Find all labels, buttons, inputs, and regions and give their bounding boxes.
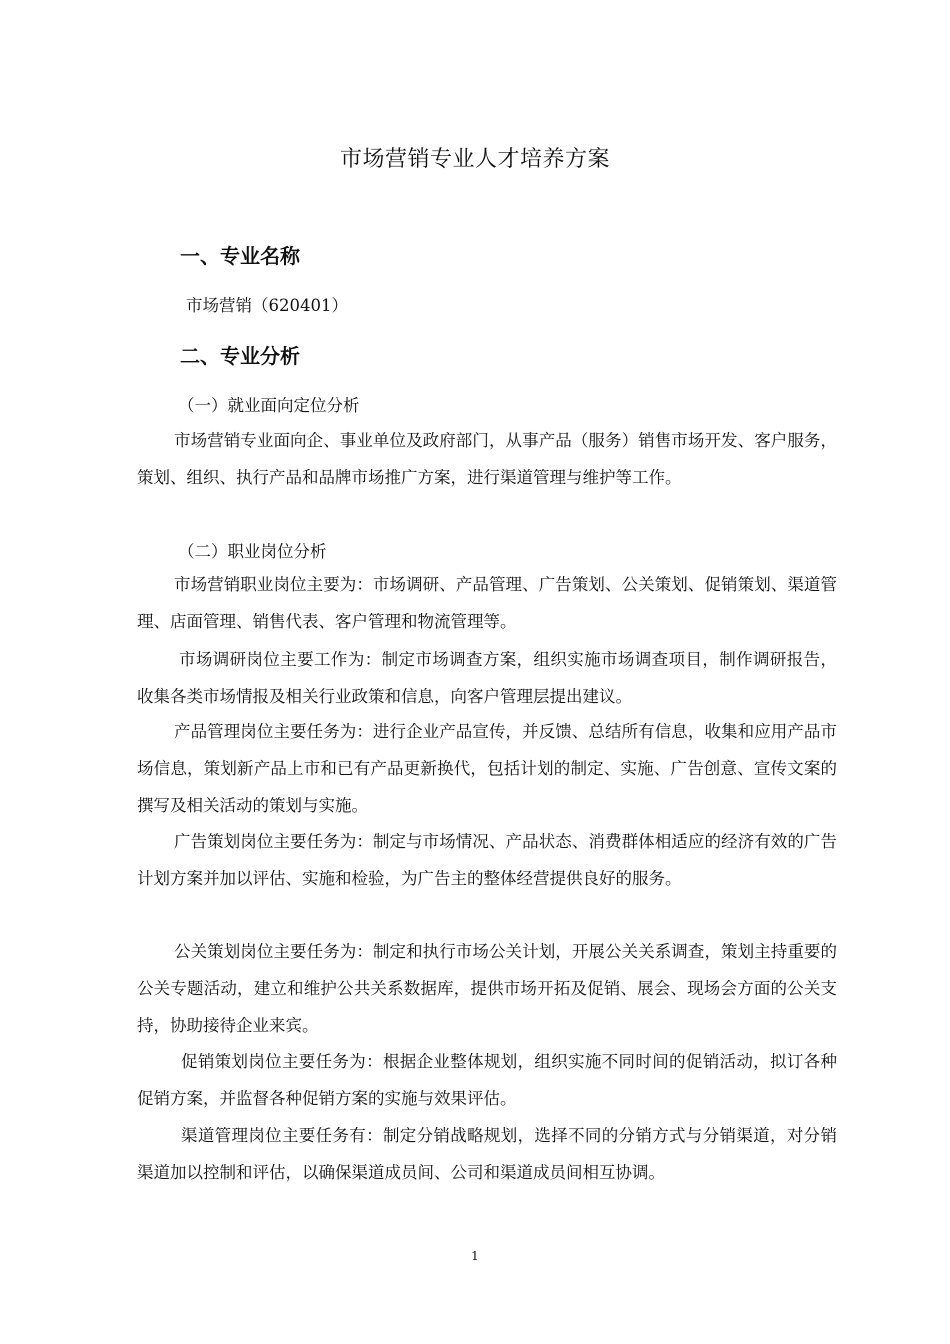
paragraph-promotion: 促销策划岗位主要任务为：根据企业整体规划，组织实施不同时间的促销活动，拟订各种促销方案，并监督各种促销方案的实施与效果评估。: [137, 1052, 837, 1108]
section-heading-2: 二、专业分析: [180, 344, 300, 368]
major-name-text: 市场营销（620401）: [186, 296, 348, 315]
paragraph-employment: 市场营销专业面向企、事业单位及政府部门，从事产品（服务）销售市场开发、客户服务，策划、组织、执行产品和品牌市场推广方案，进行渠道管理与维护等工作。: [137, 431, 837, 487]
document-title: 市场营销专业人才培养方案: [339, 147, 610, 172]
paragraph-product-management: 产品管理岗位主要任务为：进行企业产品宣传，并反馈、总结所有信息，收集和应用产品市场信息，策划新产品上市和已有产品更新换代，包括计划的制定、实施、广告创意、宣传文案的撰写及相关活动的策划与实施。: [137, 722, 837, 815]
subheading-employment: （一）就业面向定位分析: [178, 396, 360, 415]
paragraph-market-research: 市场调研岗位主要工作为：制定市场调查方案，组织实施市场调查项目，制作调研报告，收集各类市场情报及相关行业政策和信息，向客户管理层提出建议。: [137, 650, 837, 706]
paragraph-public-relations: 公关策划岗位主要任务为：制定和执行市场公关计划，开展公关关系调查，策划主持重要的公关专题活动，建立和维护公共关系数据库，提供市场开拓及促销、展会、现场会方面的公关支持，协助接待企业来宾。: [137, 942, 837, 1035]
page-number: 1: [471, 1249, 479, 1263]
paragraph-channel-management: 渠道管理岗位主要任务有：制定分销战略规划，选择不同的分销方式与分销渠道，对分销渠道加以控制和评估，以确保渠道成员间、公司和渠道成员间相互协调。: [137, 1126, 837, 1182]
paragraph-positions: 市场营销职业岗位主要为：市场调研、产品管理、广告策划、公关策划、促销策划、渠道管理、店面管理、销售代表、客户管理和物流管理等。: [137, 575, 837, 631]
section-heading-1: 一、专业名称: [180, 244, 300, 268]
subheading-positions: （二）职业岗位分析: [178, 542, 327, 561]
paragraph-advertising: 广告策划岗位主要任务为：制定与市场情况、产品状态、消费群体相适应的经济有效的广告计划方案并加以评估、实施和检验，为广告主的整体经营提供良好的服务。: [137, 832, 837, 888]
